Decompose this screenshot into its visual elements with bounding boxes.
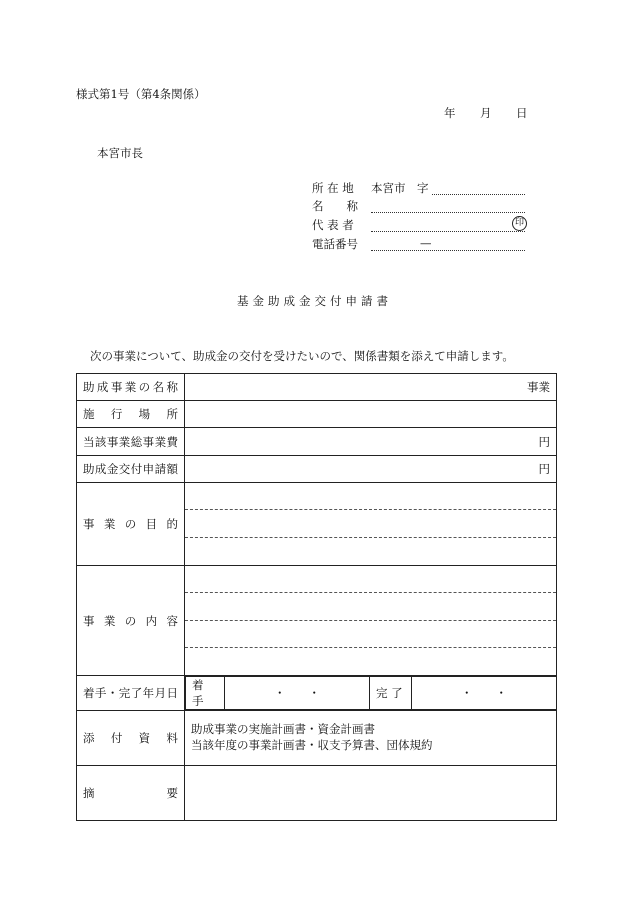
- content-field[interactable]: [185, 566, 557, 676]
- form-number: 様式第1号（第4条関係）: [76, 87, 206, 101]
- row-location: [77, 401, 557, 428]
- project-name-label: 助成事業の名称: [77, 374, 185, 401]
- purpose-line[interactable]: [185, 483, 556, 510]
- location-label: 施行場所: [77, 401, 185, 428]
- start-date-field[interactable]: ・ ・: [225, 677, 370, 710]
- project-name-field[interactable]: [185, 374, 557, 401]
- purpose-line[interactable]: [185, 538, 556, 565]
- rep-line: [371, 231, 525, 232]
- remarks-field[interactable]: [185, 766, 557, 821]
- attachment-line-1: 助成事業の実施計画書・資金計画書: [191, 722, 375, 736]
- date-year: 年: [444, 106, 456, 120]
- date-month: 月: [480, 106, 492, 120]
- attachments-field: [185, 711, 557, 766]
- row-project-name: [77, 374, 557, 401]
- content-label: 事業の内容: [77, 566, 185, 676]
- total-cost-field[interactable]: [185, 428, 557, 456]
- schedule-label: 着手・完了年月日: [77, 676, 185, 711]
- request-amount-field[interactable]: [185, 456, 557, 483]
- purpose-field[interactable]: [185, 483, 557, 566]
- phone-label: 電話番号: [312, 237, 358, 251]
- content-line[interactable]: [185, 566, 556, 593]
- request-amount-label: 助成金交付申請額: [77, 456, 185, 483]
- row-request-amount: [77, 456, 557, 483]
- start-label: 着 手: [186, 677, 225, 710]
- row-content: [77, 566, 557, 676]
- total-cost-label: 当該事業総事業費: [77, 428, 185, 456]
- attachment-line-2: 当該年度の事業計画書・収支予算書、団体規約: [191, 738, 433, 752]
- application-table: [76, 373, 557, 821]
- document-title: 基金助成金交付申請書: [237, 294, 392, 308]
- addressee: 本宮市長: [97, 146, 143, 160]
- row-purpose: [77, 483, 557, 566]
- name-label: 名 称: [312, 199, 358, 213]
- seal-mark: 印: [512, 216, 527, 231]
- content-line[interactable]: [185, 621, 556, 648]
- purpose-line[interactable]: [185, 510, 556, 538]
- end-label: 完 了: [370, 677, 412, 710]
- end-date-field[interactable]: ・ ・: [412, 677, 557, 710]
- purpose-label: 事業の目的: [77, 483, 185, 566]
- location-field[interactable]: [185, 401, 557, 428]
- row-remarks: [77, 766, 557, 821]
- row-total-cost: [77, 428, 557, 456]
- intro-text: 次の事業について、助成金の交付を受けたいので、関係書類を添えて申請します。: [90, 349, 514, 363]
- rep-label: 代 表 者: [312, 218, 354, 232]
- attachments-label: 添付資料: [77, 711, 185, 766]
- phone-line: [371, 250, 525, 251]
- total-cost-unit: 円: [538, 434, 550, 449]
- row-attachments: [77, 711, 557, 766]
- schedule-inner: [185, 676, 556, 710]
- row-schedule: [77, 676, 557, 711]
- remarks-label: 摘要: [77, 766, 185, 821]
- address-label: 所 在 地: [312, 181, 354, 195]
- name-line: [371, 212, 525, 213]
- date-day: 日: [516, 106, 528, 120]
- project-name-suffix: 事業: [527, 380, 550, 394]
- phone-separator: —: [420, 236, 432, 250]
- request-amount-unit: 円: [538, 462, 550, 476]
- schedule-field: [185, 676, 557, 711]
- address-value: 本宮市 字: [371, 181, 429, 195]
- content-line[interactable]: [185, 648, 556, 675]
- content-line[interactable]: [185, 593, 556, 621]
- address-line: [432, 194, 525, 195]
